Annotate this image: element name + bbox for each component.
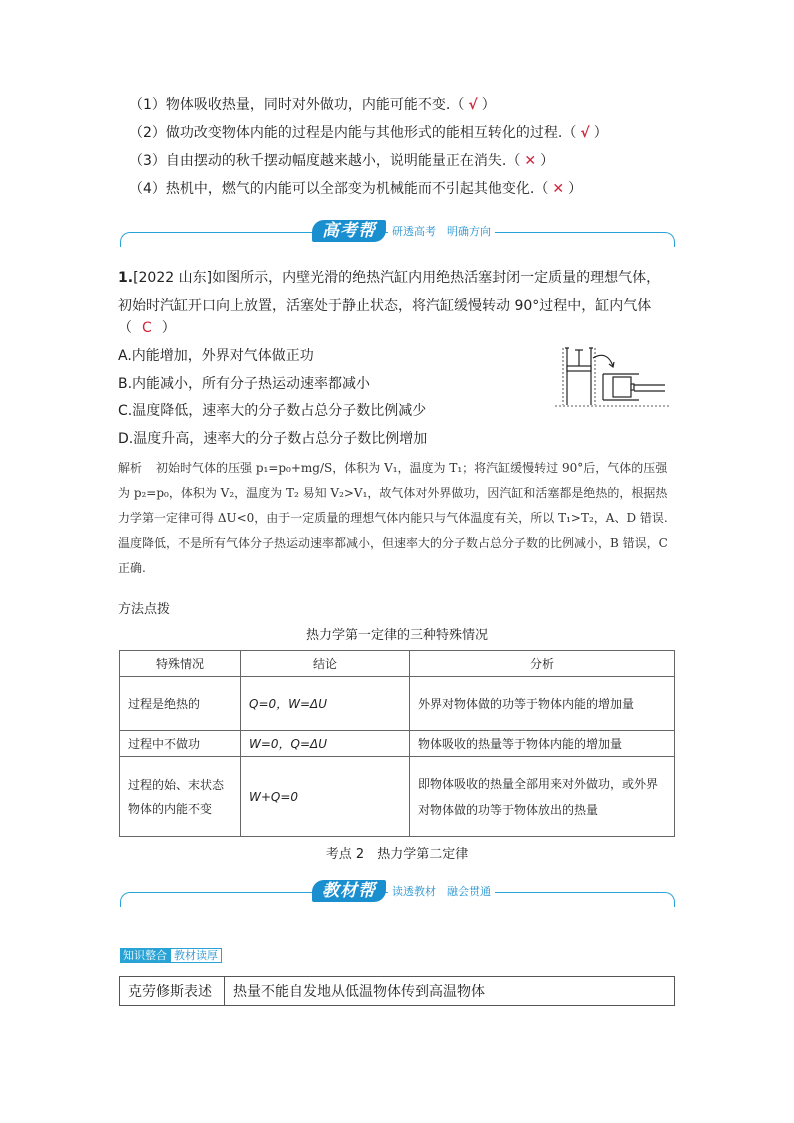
- table-cell: Q=0，W=ΔU: [241, 677, 410, 731]
- question-number: 1.: [118, 270, 134, 286]
- banner-subtitle: 读透教材 融会贯通: [388, 883, 495, 899]
- table-cell: W+Q=0: [241, 757, 410, 837]
- table-cell: 物体吸收的热量等于物体内能的增加量: [410, 731, 675, 757]
- table-cell: 过程是绝热的: [120, 677, 241, 731]
- method-title: 方法点拨: [118, 602, 171, 617]
- statement-text: （2）做功改变物体内能的过程是内能与其他形式的能相互转化的过程.（: [129, 125, 577, 141]
- table-row: [120, 677, 675, 731]
- section-title: 考点 2 热力学第二定律: [325, 847, 469, 862]
- table-cell: 过程中不做功: [120, 731, 241, 757]
- option-c: C.温度降低，速率大的分子数占总分子数比例减少: [118, 403, 427, 419]
- statement-3: [129, 151, 554, 171]
- option-d: D.温度升高，速率大的分子数占总分子数比例增加: [118, 431, 428, 447]
- cross-mark: ✕: [524, 153, 537, 169]
- statement-4: [129, 179, 582, 199]
- explanation-label: 解析: [118, 461, 143, 475]
- paren: ）: [481, 97, 496, 113]
- statement-text: （4）热机中，燃气的内能可以全部变为机械能而不引起其他变化.（: [129, 181, 549, 197]
- header-cell: 特殊情况: [120, 651, 241, 677]
- paren: （: [118, 320, 132, 336]
- table-cell: 克劳修斯表述: [120, 977, 225, 1006]
- cylinder-figure: [555, 340, 670, 412]
- table-cell: 热量不能自发地从低温物体传到高温物体: [225, 977, 675, 1006]
- section-banner-jiaocai: [120, 880, 675, 906]
- first-law-table: [119, 650, 675, 837]
- table-cell: 外界对物体做的功等于物体内能的增加量: [410, 677, 675, 731]
- table-row: [120, 731, 675, 757]
- answer-letter: C: [142, 320, 152, 336]
- table-cell: W=0，Q=ΔU: [241, 731, 410, 757]
- table-cell: 过程的始、末状态物体的内能不变: [120, 757, 241, 837]
- paren: ）: [568, 181, 583, 197]
- question-source: [2022 山东]: [133, 270, 213, 286]
- question-text: 如图所示，内壁光滑的绝热汽缸内用绝热活塞封闭一定质量的理想气体，初始时汽缸开口向上放置，活塞处于静止状态，将汽缸缓慢转动 90°过程中，缸内气体: [118, 270, 661, 314]
- option-b: B.内能减小，所有分子热运动速率都减小: [118, 376, 371, 392]
- explanation-text: 初始时气体的压强 p₁=p₀+mg/S，体积为 V₁，温度为 T₁；将汽缸缓慢转过 90°后，气体的压强为 p₂=p₀，体积为 V₂，温度为 T₂ 易知 V₂>V₁，故气体对外界做功，因汽缸和活塞都是绝热的，根据热力学第一定律可得 ΔU<0，由于一定质量的理想气体内能只与气体温度有关，所以 T₁>T₂，A、D 错误.温度降低，不是所有气体分子热运动速率都减小，但速率大的分子数占总分子数的比例减小，B 错误，C 正确.: [118, 461, 668, 575]
- table-header-row: [120, 651, 675, 677]
- banner-subtitle: 研透高考 明确方向: [388, 223, 495, 239]
- table-cell: 即物体吸收的热量全部用来对外做功，或外界对物体做的功等于物体放出的热量: [410, 757, 675, 837]
- option-a: A.内能增加，外界对气体做正功: [118, 348, 314, 364]
- table-row: [120, 977, 675, 1006]
- question-stem: [118, 264, 674, 320]
- tag-textbook: 教材读厚: [170, 948, 222, 963]
- cross-mark: ✕: [552, 181, 565, 197]
- header-cell: 结论: [241, 651, 410, 677]
- check-mark: √: [580, 125, 590, 141]
- header-cell: 分析: [410, 651, 675, 677]
- statement-text: （1）物体吸收热量，同时对外做功，内能可能不变.（: [129, 97, 465, 113]
- paren: ）: [593, 125, 608, 141]
- tag-knowledge: 知识整合: [120, 948, 170, 963]
- second-law-table: [119, 976, 675, 1006]
- statement-2: [129, 123, 608, 143]
- table-row: [120, 757, 675, 837]
- banner-title: 高考帮: [312, 220, 386, 242]
- section-banner-gaokao: [120, 220, 675, 246]
- explanation: [118, 456, 678, 581]
- paren: ）: [540, 153, 555, 169]
- statement-text: （3）自由摆动的秋千摆动幅度越来越小，说明能量正在消失.（: [129, 153, 521, 169]
- tag-group: [120, 944, 222, 963]
- answer-blank: [118, 318, 176, 338]
- check-mark: √: [468, 97, 478, 113]
- statement-1: [129, 95, 496, 115]
- table-caption: 热力学第一定律的三种特殊情况: [305, 628, 488, 643]
- banner-title: 教材帮: [312, 880, 386, 902]
- paren: ）: [161, 320, 176, 336]
